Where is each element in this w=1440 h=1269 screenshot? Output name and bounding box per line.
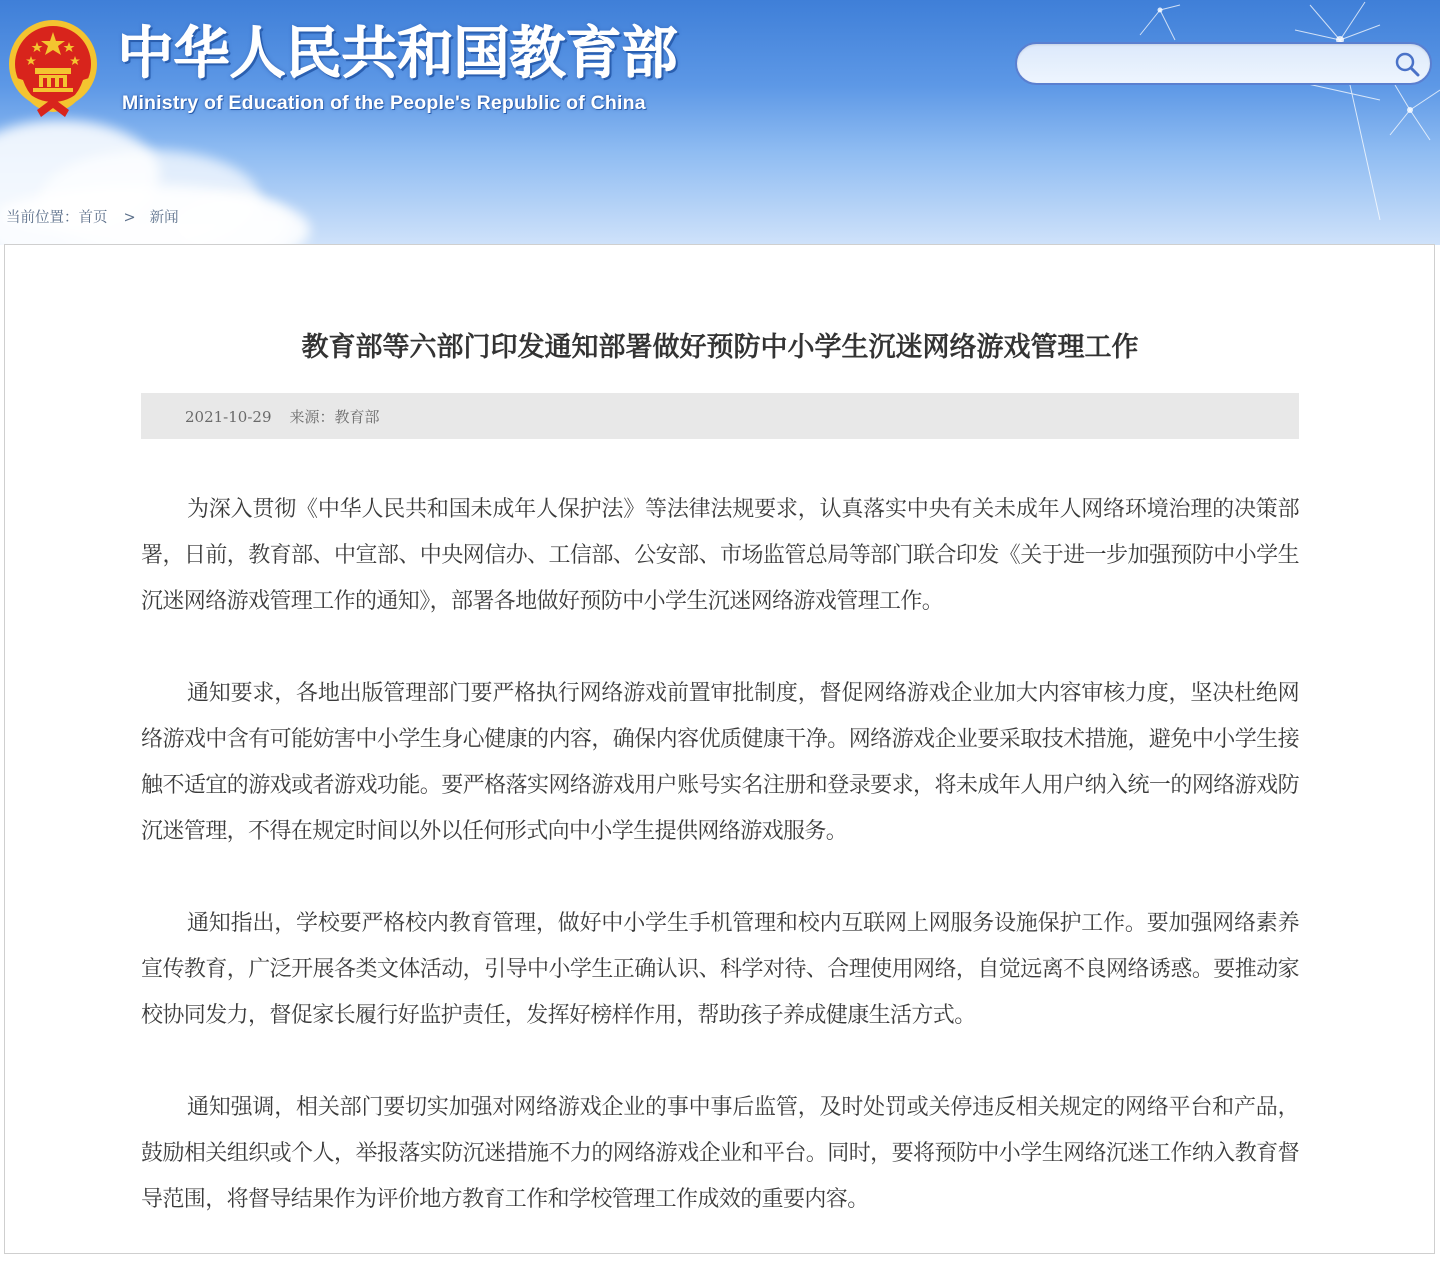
site-subtitle: Ministry of Education of the People's Republic of China	[122, 92, 646, 114]
breadcrumb	[6, 206, 179, 227]
breadcrumb-news-link[interactable]: 新闻	[149, 210, 179, 226]
article-date: 2021-10-29	[185, 408, 272, 426]
search-icon[interactable]	[1394, 51, 1420, 77]
dandelion-decoration	[1080, 0, 1440, 230]
article-paragraph: 为深入贯彻《中华人民共和国未成年人保护法》等法律法规要求，认真落实中央有关未成年人网络环境治理的决策部署，日前，教育部、中宣部、中央网信办、工信部、公安部、市场监管总局等部门联合印发《关于进一步加强预防中小学生沉迷网络游戏管理工作的通知》，部署各地做好预防中小学生沉迷网络游戏管理工作。	[141, 497, 1299, 614]
search-box	[1015, 42, 1432, 85]
article-paragraph: 通知要求，各地出版管理部门要严格执行网络游戏前置审批制度，督促网络游戏企业加大内容审核力度，坚决杜绝网络游戏中含有可能妨害中小学生身心健康的内容，确保内容优质健康干净。网络游戏企业要采取技术措施，避免中小学生接触不适宜的游戏或者游戏功能。要严格落实网络游戏用户账号实名注册和登录要求，将未成年人用户纳入统一的网络游戏防沉迷管理，不得在规定时间以外以任何形式向中小学生提供网络游戏服务。	[141, 681, 1299, 844]
breadcrumb-label: 当前位置：	[6, 210, 79, 226]
article-paragraph: 通知强调，相关部门要切实加强对网络游戏企业的事中事后监管，及时处罚或关停违反相关规定的网络平台和产品，鼓励相关组织或个人，举报落实防沉迷措施不力的网络游戏企业和平台。同时，要将预防中小学生网络沉迷工作纳入教育督导范围，将督导结果作为评价地方教育工作和学校管理工作成效的重要内容。	[141, 1095, 1299, 1212]
article-meta	[185, 406, 380, 427]
site-title: 中华人民共和国教育部	[118, 22, 678, 87]
article-source: 来源：教育部	[289, 408, 380, 426]
site-header	[0, 0, 1440, 245]
search-input[interactable]	[1033, 52, 1397, 78]
breadcrumb-home-link[interactable]: 首页	[78, 210, 108, 226]
breadcrumb-separator: >	[123, 210, 136, 226]
national-emblem-icon	[7, 18, 99, 118]
article-title: 教育部等六部门印发通知部署做好预防中小学生沉迷网络游戏管理工作	[301, 332, 1139, 363]
article-paragraph: 通知指出，学校要严格校内教育管理，做好中小学生手机管理和校内互联网上网服务设施保护工作。要加强网络素养宣传教育，广泛开展各类文体活动，引导中小学生正确认识、科学对待、合理使用网络，自觉远离不良网络诱惑。要推动家校协同发力，督促家长履行好监护责任，发挥好榜样作用，帮助孩子养成健康生活方式。	[141, 911, 1299, 1028]
article-body	[141, 487, 1299, 1269]
article-meta-bar	[141, 393, 1299, 439]
